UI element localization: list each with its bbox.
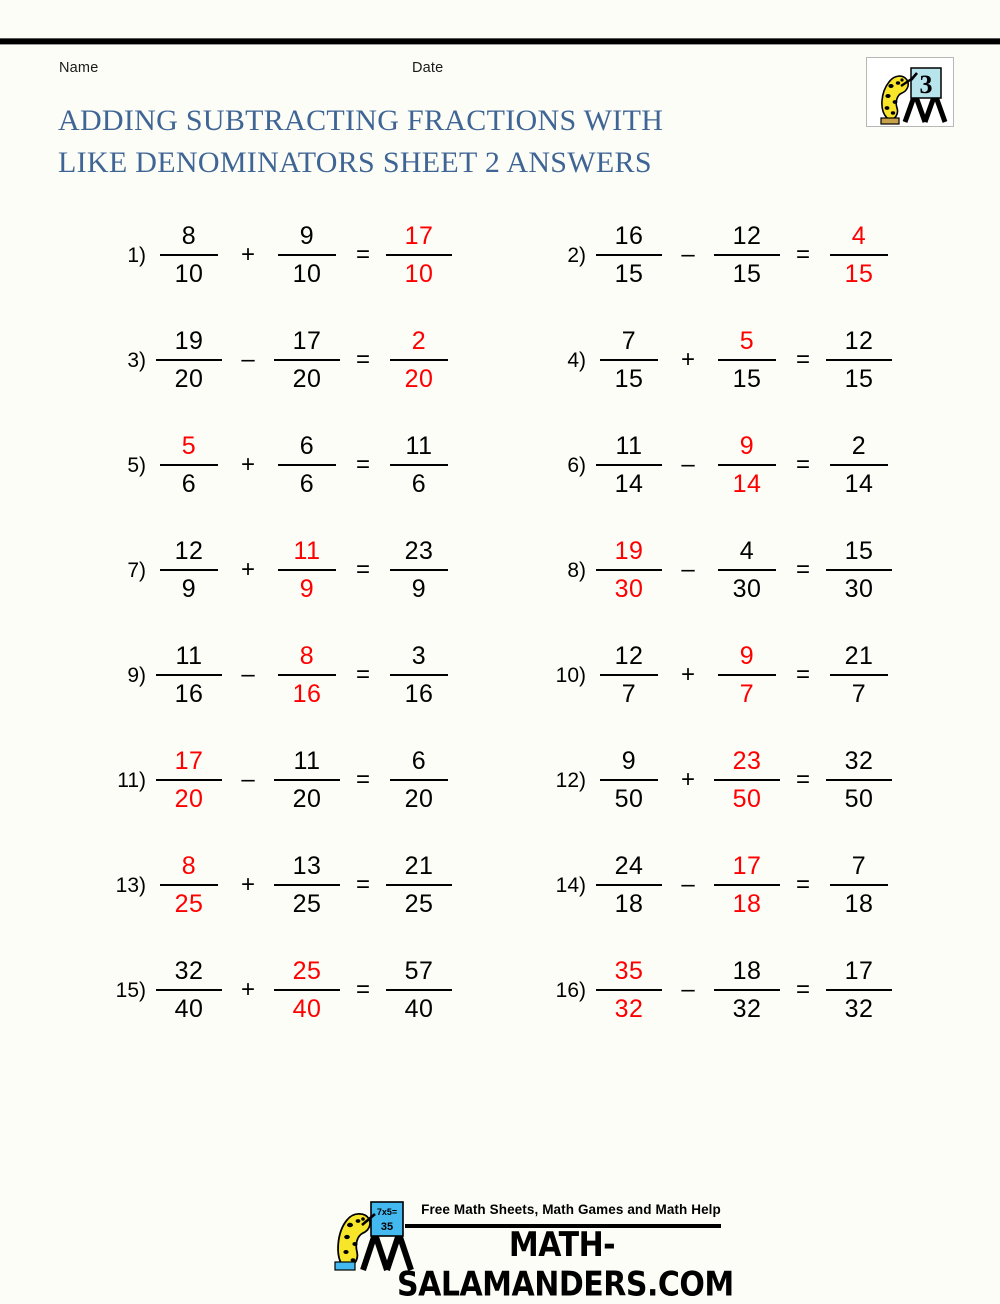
- problem-14-operand-2-bar: [714, 884, 780, 886]
- problem-8-operand-1-denominator: 30: [614, 574, 644, 603]
- problem-14-result: [822, 851, 896, 919]
- problem-16: [540, 947, 896, 1033]
- footer-domain: MATH-SALAMANDERS.COM: [397, 1226, 734, 1304]
- page-title-line-2: LIKE DENOMINATORS SHEET 2 ANSWERS: [58, 146, 652, 179]
- problem-8: [540, 527, 896, 613]
- equals-symbol: =: [355, 241, 370, 268]
- operator-symbol: +: [680, 661, 695, 688]
- problem-number: 12): [555, 768, 586, 792]
- problem-row: [0, 842, 1000, 947]
- problem-15-operand-2: [270, 956, 344, 1024]
- equals-symbol: =: [795, 871, 810, 898]
- problem-16-result-bar: [826, 989, 892, 991]
- problem-2-result: [822, 221, 896, 289]
- problem-number: 15): [115, 978, 146, 1002]
- problem-14-operand-1: [592, 851, 666, 919]
- problem-6: [540, 422, 896, 508]
- problem-3-operand-2: [270, 326, 344, 394]
- operator-symbol: +: [680, 346, 695, 373]
- problem-5-result: [382, 431, 456, 499]
- problem-8-operand-2-numerator: 4: [739, 536, 755, 565]
- problem-12-operand-2-denominator: 50: [732, 784, 762, 813]
- problem-7-result-numerator: 23: [404, 536, 434, 565]
- problem-15-operand-1-bar: [156, 989, 222, 991]
- problem-12-operand-2-numerator: 23: [732, 746, 762, 775]
- problem-6-result: [822, 431, 896, 499]
- problem-15-operand-2-denominator: 40: [292, 994, 322, 1023]
- equals-symbol: =: [795, 451, 810, 478]
- problem-5-result-bar: [390, 464, 448, 466]
- problem-9-result: [382, 641, 456, 709]
- problem-7-operand-1-bar: [160, 569, 218, 571]
- problem-12-operand-1: [592, 746, 666, 814]
- problem-16-result: [822, 956, 896, 1024]
- problem-11-operand-1-denominator: 20: [174, 784, 204, 813]
- problem-number: 5): [127, 453, 146, 477]
- problem-2-operand-1-denominator: 15: [614, 259, 644, 288]
- problem-9-operand-2-bar: [278, 674, 336, 676]
- problem-14-result-denominator: 18: [844, 889, 874, 918]
- problem-14-operand-2: [710, 851, 784, 919]
- problem-9-operand-2-numerator: 8: [299, 641, 315, 670]
- salamander-easel-icon: [867, 58, 953, 126]
- problem-11-operand-1: [152, 746, 226, 814]
- problem-10-operand-2: [710, 641, 784, 709]
- problem-1-result-denominator: 10: [404, 259, 434, 288]
- problem-9: [100, 632, 456, 718]
- problem-10-operand-1-bar: [600, 674, 658, 676]
- operator-symbol: +: [680, 766, 695, 793]
- problem-11-operand-2-numerator: 11: [293, 746, 321, 775]
- operator-symbol: –: [681, 241, 695, 268]
- operator-symbol: –: [241, 346, 255, 373]
- problem-8-operand-1-bar: [596, 569, 662, 571]
- footer-tagline: Free Math Sheets, Math Games and Math Help: [421, 1202, 721, 1217]
- problem-10: [540, 632, 896, 718]
- problem-12: [540, 737, 896, 823]
- problem-4-result-numerator: 12: [844, 326, 874, 355]
- problem-number: 7): [127, 558, 146, 582]
- problem-number: 3): [127, 348, 146, 372]
- problem-14-result-bar: [830, 884, 888, 886]
- problem-3-result-numerator: 2: [411, 326, 427, 355]
- problem-10-operand-1-numerator: 12: [614, 641, 644, 670]
- problem-row: [0, 317, 1000, 422]
- problem-15-operand-1-numerator: 32: [174, 956, 204, 985]
- problem-11-operand-2-denominator: 20: [292, 784, 322, 813]
- problem-12-operand-2: [710, 746, 784, 814]
- problem-16-operand-1-numerator: 35: [614, 956, 644, 985]
- problem-number: 10): [555, 663, 586, 687]
- problem-7-operand-2-bar: [278, 569, 336, 571]
- equals-symbol: =: [355, 661, 370, 688]
- problem-3-result-denominator: 20: [404, 364, 434, 393]
- problem-8-result-numerator: 15: [844, 536, 874, 565]
- problem-1-result-bar: [386, 254, 452, 256]
- problem-number: 13): [115, 873, 146, 897]
- problem-9-result-bar: [390, 674, 448, 676]
- problem-6-operand-1: [592, 431, 666, 499]
- problem-1-operand-2-bar: [278, 254, 336, 256]
- problem-3-operand-2-numerator: 17: [292, 326, 322, 355]
- problem-2-operand-1-bar: [596, 254, 662, 256]
- problem-9-operand-2-denominator: 16: [292, 679, 322, 708]
- problem-8-result: [822, 536, 896, 604]
- problem-13-result: [382, 851, 456, 919]
- problem-5-operand-1: [152, 431, 226, 499]
- problem-4-operand-1-bar: [600, 359, 658, 361]
- problem-6-operand-1-denominator: 14: [614, 469, 644, 498]
- problem-7-operand-2: [270, 536, 344, 604]
- problem-5-operand-1-numerator: 5: [181, 431, 197, 460]
- problem-8-operand-1: [592, 536, 666, 604]
- problem-10-operand-2-denominator: 7: [739, 679, 755, 708]
- problem-15: [100, 947, 456, 1033]
- problem-15-result-denominator: 40: [404, 994, 434, 1023]
- equals-symbol: =: [355, 451, 370, 478]
- problem-2-result-denominator: 15: [844, 259, 874, 288]
- problem-row: [0, 527, 1000, 632]
- problem-13-operand-2: [270, 851, 344, 919]
- problem-5-operand-2-bar: [278, 464, 336, 466]
- problem-5-operand-1-denominator: 6: [181, 469, 197, 498]
- svg-text:35: 35: [380, 1221, 394, 1233]
- problem-15-result: [382, 956, 456, 1024]
- problem-4-result-denominator: 15: [844, 364, 874, 393]
- problem-5-result-numerator: 11: [405, 431, 433, 460]
- problem-15-operand-1: [152, 956, 226, 1024]
- name-label: Name: [59, 60, 99, 76]
- problem-row: [0, 947, 1000, 1052]
- problem-9-operand-1: [152, 641, 226, 709]
- problem-3-operand-1: [152, 326, 226, 394]
- problem-7-result-bar: [390, 569, 448, 571]
- problem-10-operand-1-denominator: 7: [621, 679, 637, 708]
- problem-9-operand-2: [270, 641, 344, 709]
- problem-16-result-numerator: 17: [844, 956, 874, 985]
- problem-8-result-denominator: 30: [844, 574, 874, 603]
- problem-14-operand-2-denominator: 18: [732, 889, 762, 918]
- problem-4-operand-2-numerator: 5: [739, 326, 755, 355]
- equals-symbol: =: [355, 766, 370, 793]
- problem-10-result-bar: [830, 674, 888, 676]
- problem-10-result: [822, 641, 896, 709]
- problem-16-operand-1-denominator: 32: [614, 994, 644, 1023]
- problem-row: [0, 737, 1000, 842]
- problem-4-operand-1: [592, 326, 666, 394]
- problem-13-operand-2-denominator: 25: [292, 889, 322, 918]
- equals-symbol: =: [795, 241, 810, 268]
- problem-9-result-numerator: 3: [411, 641, 427, 670]
- problem-5: [100, 422, 456, 508]
- problem-13-result-denominator: 25: [404, 889, 434, 918]
- problem-number: 11): [117, 768, 146, 792]
- problem-6-result-bar: [830, 464, 888, 466]
- problem-4-result: [822, 326, 896, 394]
- operator-symbol: +: [240, 241, 255, 268]
- problem-6-operand-2: [710, 431, 784, 499]
- problem-2-result-bar: [830, 254, 888, 256]
- problem-10-result-denominator: 7: [851, 679, 867, 708]
- problem-11-result-numerator: 6: [411, 746, 427, 775]
- equals-symbol: =: [795, 346, 810, 373]
- problem-7-result-denominator: 9: [411, 574, 427, 603]
- operator-symbol: +: [240, 976, 255, 1003]
- problem-6-operand-1-numerator: 11: [615, 431, 643, 460]
- problem-13-operand-1-denominator: 25: [174, 889, 204, 918]
- problem-1-operand-2-numerator: 9: [299, 221, 315, 250]
- problem-6-result-denominator: 14: [844, 469, 874, 498]
- problem-2-result-numerator: 4: [851, 221, 867, 250]
- problem-2-operand-1-numerator: 16: [614, 221, 644, 250]
- problem-8-operand-2-denominator: 30: [732, 574, 762, 603]
- problem-number: 6): [567, 453, 586, 477]
- problem-2-operand-1: [592, 221, 666, 289]
- problem-11-operand-2: [270, 746, 344, 814]
- problem-2: [540, 212, 896, 298]
- problem-13-operand-1: [152, 851, 226, 919]
- problem-13-operand-1-numerator: 8: [181, 851, 197, 880]
- problem-3-operand-1-bar: [156, 359, 222, 361]
- problem-9-operand-1-denominator: 16: [174, 679, 204, 708]
- problem-6-operand-2-numerator: 9: [739, 431, 755, 460]
- problem-4-operand-1-numerator: 7: [621, 326, 637, 355]
- problem-15-operand-2-bar: [274, 989, 340, 991]
- problem-4: [540, 317, 896, 403]
- problem-14-result-numerator: 7: [851, 851, 867, 880]
- operator-symbol: –: [681, 451, 695, 478]
- problem-16-operand-1: [592, 956, 666, 1024]
- problem-14: [540, 842, 896, 928]
- problem-15-result-numerator: 57: [404, 956, 434, 985]
- problem-11-operand-1-bar: [156, 779, 222, 781]
- problem-number: 4): [567, 348, 586, 372]
- problem-10-operand-2-bar: [718, 674, 776, 676]
- problem-row: [0, 422, 1000, 527]
- problem-number: 8): [567, 558, 586, 582]
- page-title: [58, 100, 758, 184]
- footer: [325, 1196, 734, 1304]
- problem-4-result-bar: [826, 359, 892, 361]
- problem-3-operand-1-numerator: 19: [174, 326, 204, 355]
- problem-14-operand-1-denominator: 18: [614, 889, 644, 918]
- problem-3-operand-2-bar: [274, 359, 340, 361]
- problem-6-operand-2-bar: [718, 464, 776, 466]
- problem-10-operand-2-numerator: 9: [739, 641, 755, 670]
- problem-7-operand-2-denominator: 9: [299, 574, 315, 603]
- problem-14-operand-1-bar: [596, 884, 662, 886]
- problem-9-operand-1-bar: [156, 674, 222, 676]
- problem-8-operand-1-numerator: 19: [614, 536, 644, 565]
- problem-5-operand-2-denominator: 6: [299, 469, 315, 498]
- problem-3-operand-1-denominator: 20: [174, 364, 204, 393]
- problem-13-operand-2-bar: [274, 884, 340, 886]
- problem-16-operand-1-bar: [596, 989, 662, 991]
- problem-16-operand-2-bar: [714, 989, 780, 991]
- operator-symbol: –: [681, 556, 695, 583]
- problem-2-operand-2-bar: [714, 254, 780, 256]
- problem-13-operand-2-numerator: 13: [292, 851, 322, 880]
- problem-15-operand-1-denominator: 40: [174, 994, 204, 1023]
- problem-8-result-bar: [826, 569, 892, 571]
- header-divider: [0, 38, 1000, 45]
- problem-12-operand-1-numerator: 9: [621, 746, 637, 775]
- operator-symbol: +: [240, 451, 255, 478]
- operator-symbol: –: [241, 661, 255, 688]
- problem-12-operand-1-bar: [600, 779, 658, 781]
- problem-1-operand-2: [270, 221, 344, 289]
- problem-2-operand-2: [710, 221, 784, 289]
- problem-16-operand-2-numerator: 18: [732, 956, 762, 985]
- problem-12-result-bar: [826, 779, 892, 781]
- problem-4-operand-2-bar: [718, 359, 776, 361]
- problem-12-operand-1-denominator: 50: [614, 784, 644, 813]
- problem-11-result: [382, 746, 456, 814]
- operator-symbol: +: [240, 871, 255, 898]
- problem-13-operand-1-bar: [160, 884, 218, 886]
- problem-14-operand-1-numerator: 24: [614, 851, 644, 880]
- problem-7-operand-1-denominator: 9: [181, 574, 197, 603]
- problem-6-operand-2-denominator: 14: [732, 469, 762, 498]
- problem-5-result-denominator: 6: [411, 469, 427, 498]
- problem-7-operand-2-numerator: 11: [293, 536, 321, 565]
- operator-symbol: –: [241, 766, 255, 793]
- problem-11: [100, 737, 456, 823]
- problem-8-operand-2-bar: [718, 569, 776, 571]
- date-label: Date: [412, 60, 444, 76]
- problem-16-operand-2-denominator: 32: [732, 994, 762, 1023]
- svg-text:7x5=: 7x5=: [376, 1207, 398, 1217]
- problem-4-operand-2: [710, 326, 784, 394]
- problem-2-operand-2-denominator: 15: [732, 259, 762, 288]
- problem-1-operand-1-numerator: 8: [181, 221, 197, 250]
- equals-symbol: =: [355, 346, 370, 373]
- problem-7-operand-1: [152, 536, 226, 604]
- problem-3-operand-2-denominator: 20: [292, 364, 322, 393]
- problem-1: [100, 212, 456, 298]
- problem-4-operand-1-denominator: 15: [614, 364, 644, 393]
- problem-5-operand-1-bar: [160, 464, 218, 466]
- problem-11-result-denominator: 20: [404, 784, 434, 813]
- problem-number: 2): [567, 243, 586, 267]
- problem-1-operand-1-bar: [160, 254, 218, 256]
- problem-8-operand-2: [710, 536, 784, 604]
- problem-12-result-denominator: 50: [844, 784, 874, 813]
- operator-symbol: –: [681, 976, 695, 1003]
- equals-symbol: =: [795, 766, 810, 793]
- problem-1-operand-1: [152, 221, 226, 289]
- problem-1-operand-1-denominator: 10: [174, 259, 204, 288]
- problem-row: [0, 632, 1000, 737]
- equals-symbol: =: [795, 556, 810, 583]
- problem-7-operand-1-numerator: 12: [174, 536, 204, 565]
- equals-symbol: =: [795, 976, 810, 1003]
- problem-16-result-denominator: 32: [844, 994, 874, 1023]
- equals-symbol: =: [795, 661, 810, 688]
- problem-13-result-numerator: 21: [404, 851, 434, 880]
- problem-11-operand-1-numerator: 17: [174, 746, 204, 775]
- problem-3: [100, 317, 456, 403]
- problem-number: 16): [555, 978, 586, 1002]
- problem-6-result-numerator: 2: [851, 431, 867, 460]
- problem-11-operand-2-bar: [274, 779, 340, 781]
- problem-row: [0, 212, 1000, 317]
- problem-10-result-numerator: 21: [844, 641, 874, 670]
- problem-15-result-bar: [386, 989, 452, 991]
- problem-2-operand-2-numerator: 12: [732, 221, 762, 250]
- problem-10-operand-1: [592, 641, 666, 709]
- problem-1-operand-2-denominator: 10: [292, 259, 322, 288]
- problem-3-result: [382, 326, 456, 394]
- page-title-line-1: ADDING SUBTRACTING FRACTIONS WITH: [58, 104, 664, 137]
- equals-symbol: =: [355, 871, 370, 898]
- problem-12-operand-2-bar: [714, 779, 780, 781]
- problem-16-operand-2: [710, 956, 784, 1024]
- problem-grid: [0, 212, 1000, 1052]
- problem-number: 9): [127, 663, 146, 687]
- problem-1-result: [382, 221, 456, 289]
- problem-6-operand-1-bar: [596, 464, 662, 466]
- problem-5-operand-2: [270, 431, 344, 499]
- operator-symbol: +: [240, 556, 255, 583]
- problem-11-result-bar: [390, 779, 448, 781]
- problem-13-result-bar: [386, 884, 452, 886]
- operator-symbol: –: [681, 871, 695, 898]
- problem-13: [100, 842, 456, 928]
- problem-9-operand-1-numerator: 11: [175, 641, 203, 670]
- problem-14-operand-2-numerator: 17: [732, 851, 762, 880]
- grade-badge-logo: [866, 57, 954, 127]
- problem-1-result-numerator: 17: [404, 221, 434, 250]
- problem-5-operand-2-numerator: 6: [299, 431, 315, 460]
- problem-3-result-bar: [390, 359, 448, 361]
- problem-number: 1): [127, 243, 146, 267]
- problem-12-result: [822, 746, 896, 814]
- problem-9-result-denominator: 16: [404, 679, 434, 708]
- equals-symbol: =: [355, 556, 370, 583]
- svg-text:3: 3: [919, 70, 933, 99]
- equals-symbol: =: [355, 976, 370, 1003]
- problem-4-operand-2-denominator: 15: [732, 364, 762, 393]
- problem-15-operand-2-numerator: 25: [292, 956, 322, 985]
- problem-12-result-numerator: 32: [844, 746, 874, 775]
- problem-7-result: [382, 536, 456, 604]
- problem-7: [100, 527, 456, 613]
- problem-number: 14): [555, 873, 586, 897]
